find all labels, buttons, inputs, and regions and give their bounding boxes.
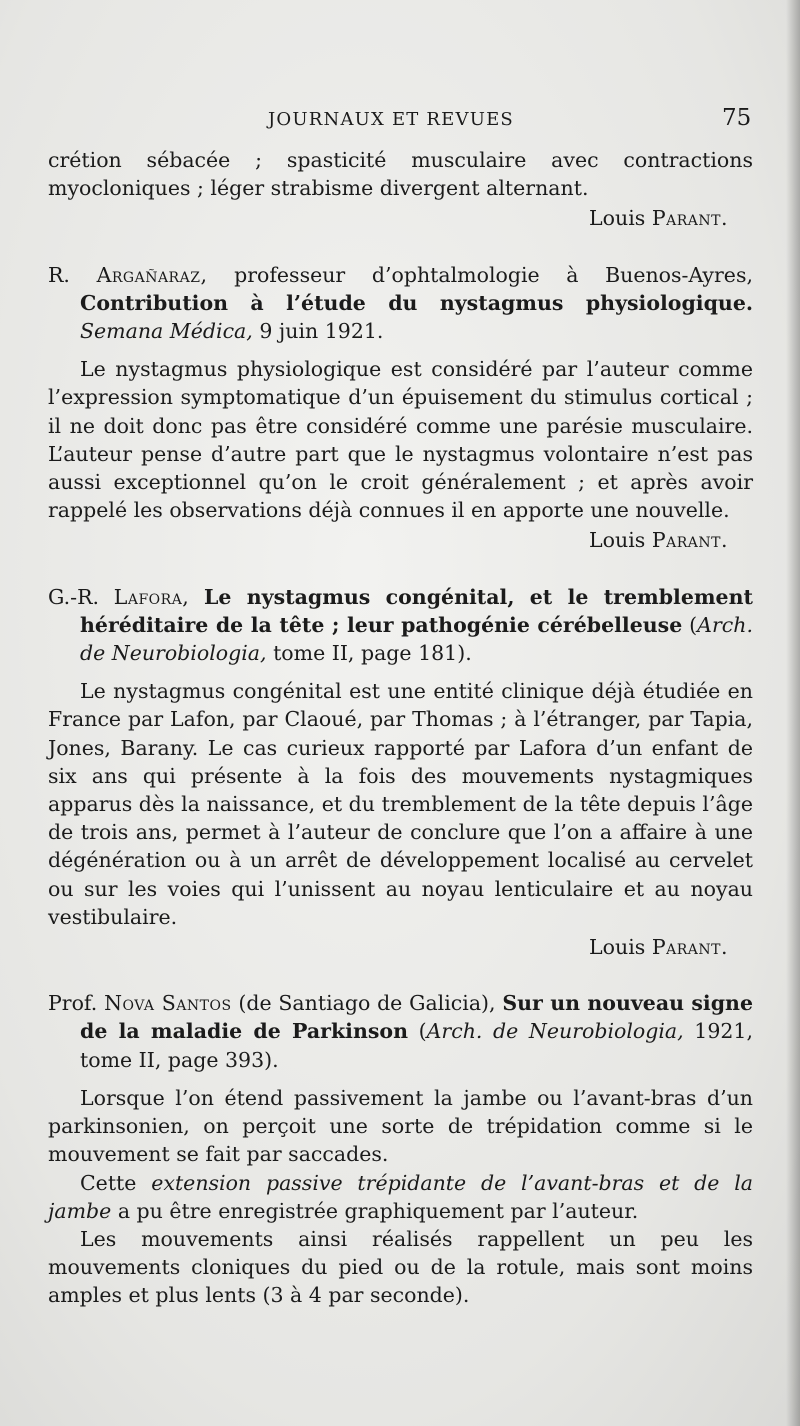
- paragraph: Le nystagmus physiologique est considéré par l’auteur comme l’expression symptomatique d’un épuisement du stimulus cortical ; il ne doit donc pas être considéré comme une parésie musculaire. L’auteur pense d’autre part que le nystagmus volontaire n’est pas aussi exceptionnel qu’on le croit généralement ; et après avoir rappelé les observations déjà connues il en apporte une nouvelle.: [48, 357, 753, 523]
- article-continuation: [48, 146, 753, 233]
- author-name: Nova Santos: [104, 991, 232, 1016]
- signature-last-name: Parant.: [651, 528, 728, 553]
- signature-first-name: Louis: [589, 528, 646, 553]
- paragraph-emphasis: extension passive trépidante de l’avant-bras et de la jambe: [48, 1170, 753, 1223]
- running-title: JOURNAUX ET REVUES: [268, 109, 514, 130]
- citation: [48, 583, 753, 668]
- article-nova-santos: [48, 989, 753, 1309]
- article-lafora: [48, 583, 753, 962]
- source-open-paren: (: [689, 612, 698, 637]
- author-name: Argañaraz,: [96, 262, 208, 287]
- source-date: 9 juin 1921.: [259, 319, 384, 344]
- author-initial: G.-R.: [48, 584, 100, 609]
- source-journal: Arch. de Neurobiologia,: [426, 1019, 684, 1044]
- page-header: [0, 105, 800, 135]
- signature-last-name: Parant.: [651, 206, 728, 231]
- paragraph: Les mouvements ainsi réalisés rappellent un peu les mouvements cloniques du pied ou de la rotule, mais sont moins amples et plus lents (3 à 4 par seconde).: [48, 1226, 753, 1308]
- spacer: [48, 1074, 753, 1084]
- paragraph: Le nystagmus congénital est une entité clinique déjà étudiée en France par Lafon, par Claoué, par Thomas ; à l’étranger, par Tapia, Jones, Barany. Le cas curieux rapporté par Lafora d’un enfant de six ans qui présente à la fois des mouvements nystagmiques apparus dès la naissance, et du tremblement de la tête depuis l’âge de trois ans, permet à l’auteur de conclure que l’on a affaire à une dégénération ou à un arrêt de développement localisé au cervelet ou sur les voies qui l’unissent au noyau lenticulaire et au noyau vestibulaire.: [48, 679, 753, 929]
- author-affiliation: (de Santiago de Galicia),: [238, 991, 496, 1016]
- article-title: Le nystagmus congénital, et le tremblement héréditaire de la tête ; leur pathogénie cérébelleuse: [80, 584, 753, 637]
- source-details: 1921, tome II, page 393).: [80, 1019, 753, 1072]
- spacer: [48, 345, 753, 355]
- author-affiliation: professeur d’ophtalmologie à Buenos-Ayres,: [234, 262, 753, 287]
- signature: [48, 526, 753, 554]
- spacer: [48, 961, 753, 989]
- paragraph-start: Cette: [80, 1170, 137, 1195]
- spacer: [48, 233, 753, 261]
- author-name: Lafora,: [113, 584, 190, 609]
- author-prefix: Prof.: [48, 991, 98, 1016]
- paragraph-end: a pu être enregistrée graphiquement par l’auteur.: [117, 1198, 639, 1223]
- source-details: tome II, page 181).: [273, 641, 472, 666]
- page-edge-shadow: [786, 0, 800, 1426]
- paragraph: [48, 1169, 753, 1225]
- citation: [48, 261, 753, 346]
- page-number: 75: [722, 105, 752, 131]
- spacer: [48, 667, 753, 677]
- signature-last-name: Parant.: [651, 935, 728, 960]
- source-journal: Semana Médica,: [80, 319, 253, 344]
- signature-first-name: Louis: [589, 935, 646, 960]
- signature: [48, 933, 753, 961]
- author-initial: R.: [48, 262, 70, 287]
- paragraph: Lorsque l’on étend passivement la jambe ou l’avant-bras d’un parkinsonien, on perçoit une sorte de trépidation comme si le mouvement se fait par saccades.: [48, 1085, 753, 1167]
- article-title: Sur un nouveau signe de la maladie de Parkinson: [80, 991, 753, 1044]
- signature-first-name: Louis: [589, 206, 646, 231]
- page-body: [48, 146, 753, 1310]
- spacer: [48, 555, 753, 583]
- article-title: Contribution à l’étude du nystagmus physiologique.: [80, 290, 753, 315]
- source-journal: Arch. de Neurobiologia,: [80, 612, 753, 666]
- citation: [48, 989, 753, 1074]
- article-arganaraz: [48, 261, 753, 555]
- source-open-paren: (: [418, 1019, 427, 1044]
- paragraph: crétion sébacée ; spasticité musculaire avec contractions myocloniques ; léger strabisme divergent alternant.: [48, 148, 753, 201]
- signature: [48, 204, 753, 232]
